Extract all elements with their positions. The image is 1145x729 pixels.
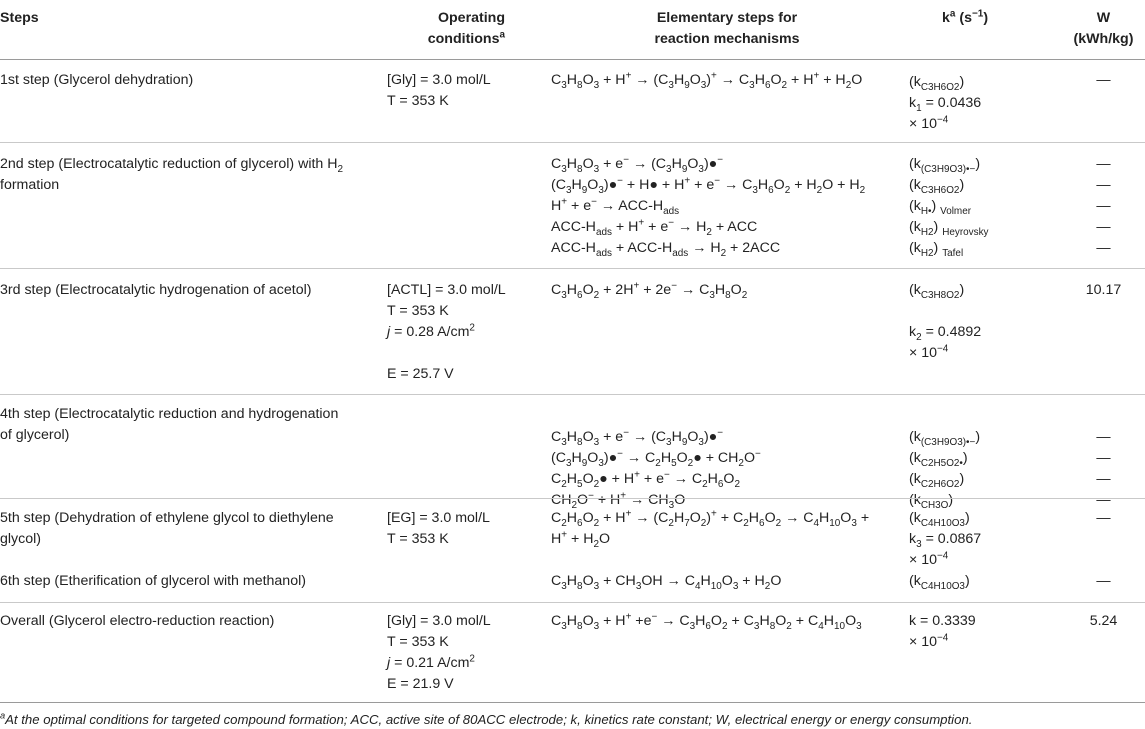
row2-w: — — — — — [1096, 156, 1111, 256]
row3-conditions: [ACTL] = 3.0 mol/L T = 353 K j = 0.28 $A/cm^2$ E = 25.7 V [387, 282, 506, 382]
row-divider [0, 498, 1145, 499]
row2-k: $(k_{(C3H9O3)•-})$ $(k_{C3H6O2})$ $(k_{H•})$ $_{Volmer}$ $(k_{H2})$ $_{Heyrovsky}$ $(k_{H2})$ $_{Tafel}$ [909, 156, 989, 259]
row7-mechanism: $C_3H_8O_3 + H^+ +e^- \to C_3H_6O_2 + C_3H_8O_2 + C_4H_{10}O_3$ [551, 611, 862, 632]
row5-mechanism: $C_2H_6O_2 + H^+ \to (C_2H_7O_2)^+ + C_2H_6O_2 \to C_4H_{10}O_3$ + $H^+ + H_2O$ [551, 508, 870, 550]
row7-conditions: [Gly] = 3.0 mol/L T = 353 K j = 0.21 $A/cm^2$ E = 21.9 V [387, 613, 491, 692]
row7-w: 5.24 [1089, 613, 1118, 629]
header-w: W (kWh/kg) [1073, 10, 1134, 47]
row4-w: — — — — [1096, 429, 1111, 508]
row1-w: — [1096, 72, 1111, 88]
row5-step: 5th step (Dehydration of ethylene glycol to diethylene glycol) [0, 510, 334, 547]
header-rule [0, 59, 1145, 60]
row5-w: — [1096, 510, 1111, 526]
row3-k: $(k_{C3H8O2})$ $k_2 = 0.4892$ × $10^{-4}$ [909, 282, 982, 361]
row7-k: k = 0.3339 × $10^{-4}$ [909, 613, 976, 650]
row2-step: 2nd step (Electrocatalytic reduction of glycerol) with $H_2$ formation [0, 156, 344, 193]
row1-k: $(k_{C3H6O2})$ $k_1 = 0.0436$ × $10^{-4}$ [909, 74, 982, 132]
row-divider [0, 142, 1145, 143]
row4-mechanism: $C_3H_8O_3 + e^-$ → $(C_3H_9O_3)●^-$ $(C_3H_9O_3)●^-$ → $C_2H_5O_2● + CH_2O^-$ $C_2H_5O_2● + H^+ + e^- \to C_2H_6O_2$ $CH_2O^- + H^+ \to CH_3O$ [551, 427, 761, 511]
row6-w: — [1096, 573, 1111, 589]
row-divider [0, 394, 1145, 395]
row4-k: $(k_{(C3H9O3)•-})$ $(k_{C2H5O2•})$ $(k_{C2H6O2})$ $(k_{CH3O})$ [909, 429, 981, 511]
row5-conditions: [EG] = 3.0 mol/L T = 353 K [387, 510, 490, 547]
header-steps: Steps [0, 10, 39, 26]
row3-step: 3rd step (Electrocatalytic hydrogenation of acetol) [0, 282, 312, 298]
row1-conditions: [Gly] = 3.0 mol/L T = 353 K [387, 72, 491, 109]
row6-mechanism: $C_3H_8O_3 + CH_3OH \to C_4H_{10}O_3 + H_2O$ [551, 573, 782, 592]
row2-mechanism: $C_3H_8O_3 + e^-$ → $(C_3H_9O_3)●^-$ $(C_3H_9O_3)●^-$ + H● + $H^+ + e^- \to C_3H_6O_2 + H_2O + H_2$ H+ + e− → ACC-$H_{ads}$ ACC-$H_{ads} + H^+ + e^- \to H_2$ + ACC ACC-$H_{ads} + ACC-H_{ads} \to H_2 + 2ACC$ [551, 154, 866, 259]
header-elementary-steps: Elementary steps for reaction mechanisms [654, 10, 800, 47]
row1-step: 1st step (Glycerol dehydration) [0, 72, 194, 88]
header-k: $k^a$ $(s^{-1})$ [942, 8, 989, 26]
row3-mechanism: $C_3H_6O_2 + 2H^+ + 2e^- \to C_3H_8O_2$ [551, 280, 748, 301]
row1-mechanism: $C_3H_8O_3 + H^+ \to (C_3H_9O_3)^+ \to C_3H_6O_2 + H^+ + H_2O$ [551, 70, 863, 91]
row-divider [0, 602, 1145, 603]
row-divider [0, 268, 1145, 269]
row4-step: 4th step (Electrocatalytic reduction and hydrogenation of glycerol) [0, 406, 339, 443]
row6-k: $(k_{C4H10O3})$ [909, 573, 970, 592]
row5-k: $(k_{C4H10O3})$ $k_3 = 0.0867$ × $10^{-4}$ [909, 510, 982, 568]
table-bottom-rule [0, 702, 1145, 703]
row3-w: 10.17 [1085, 282, 1122, 298]
row7-step: Overall (Glycerol electro-reduction reaction) [0, 613, 275, 629]
table-footnote: $^a$At the optimal conditions for targeted compound formation; ACC, active site of 80ACC electrode; k, kinetics rate constant; W, electrical energy or energy consumption. [0, 710, 973, 727]
header-operating-conditions: Operating conditions$^a$ [427, 10, 505, 47]
row6-step: 6th step (Etherification of glycerol with methanol) [0, 573, 306, 589]
